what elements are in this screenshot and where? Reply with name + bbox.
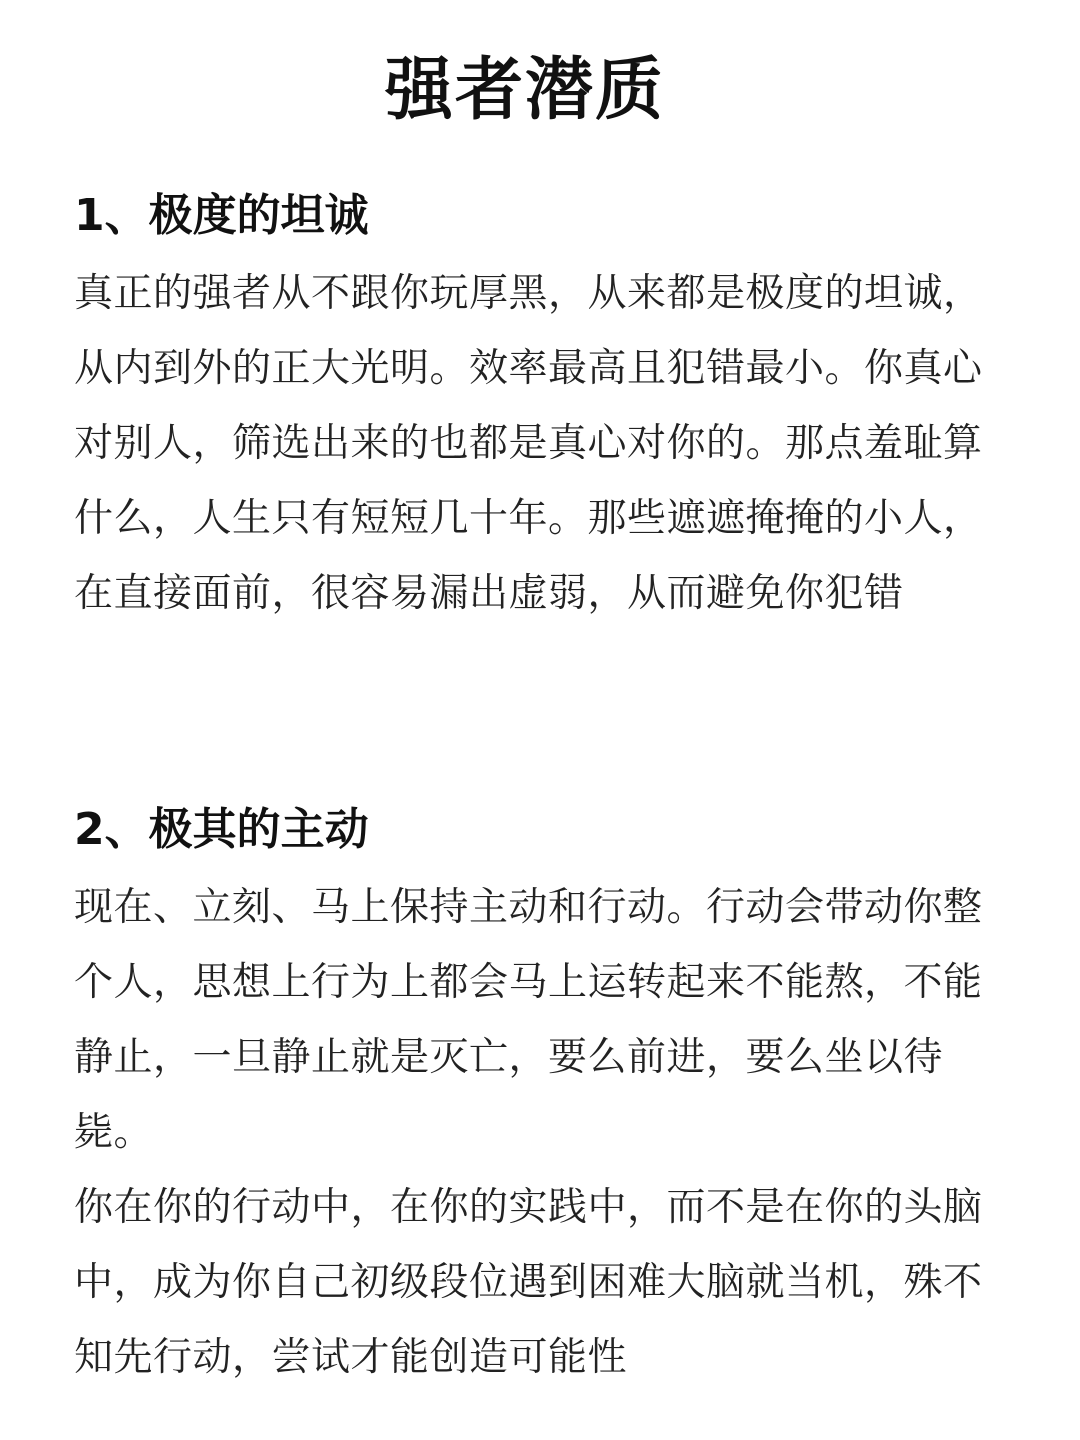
section-heading-proactive: 2、极其的主动 bbox=[74, 804, 369, 855]
section-heading-candor: 1、极度的坦诚 bbox=[74, 190, 369, 241]
section-paragraph: 现在、立刻、马上保持主动和行动。行动会带动你整个人，思想上行为上都会马上运转起来不能熬，不能静止，一旦静止就是灭亡，要么前进，要么坐以待毙。 bbox=[74, 885, 983, 1155]
section-paragraph: 你在你的行动中，在你的实践中，而不是在你的头脑中，成为你自己初级段位遇到困难大脑就当机，殊不知先行动，尝试才能创造可能性 bbox=[74, 1185, 983, 1380]
section-paragraph: 真正的强者从不跟你玩厚黑，从来都是极度的坦诚，从内到外的正大光明。效率最高且犯错最小。你真心对别人，筛选出来的也都是真心对你的。那点羞耻算什么，人生只有短短几十年。那些遮遮掩掩的小人，在直接面前，很容易漏出虚弱，从而避免你犯错 bbox=[74, 271, 983, 616]
page-title: 强者潜质 bbox=[384, 51, 665, 130]
